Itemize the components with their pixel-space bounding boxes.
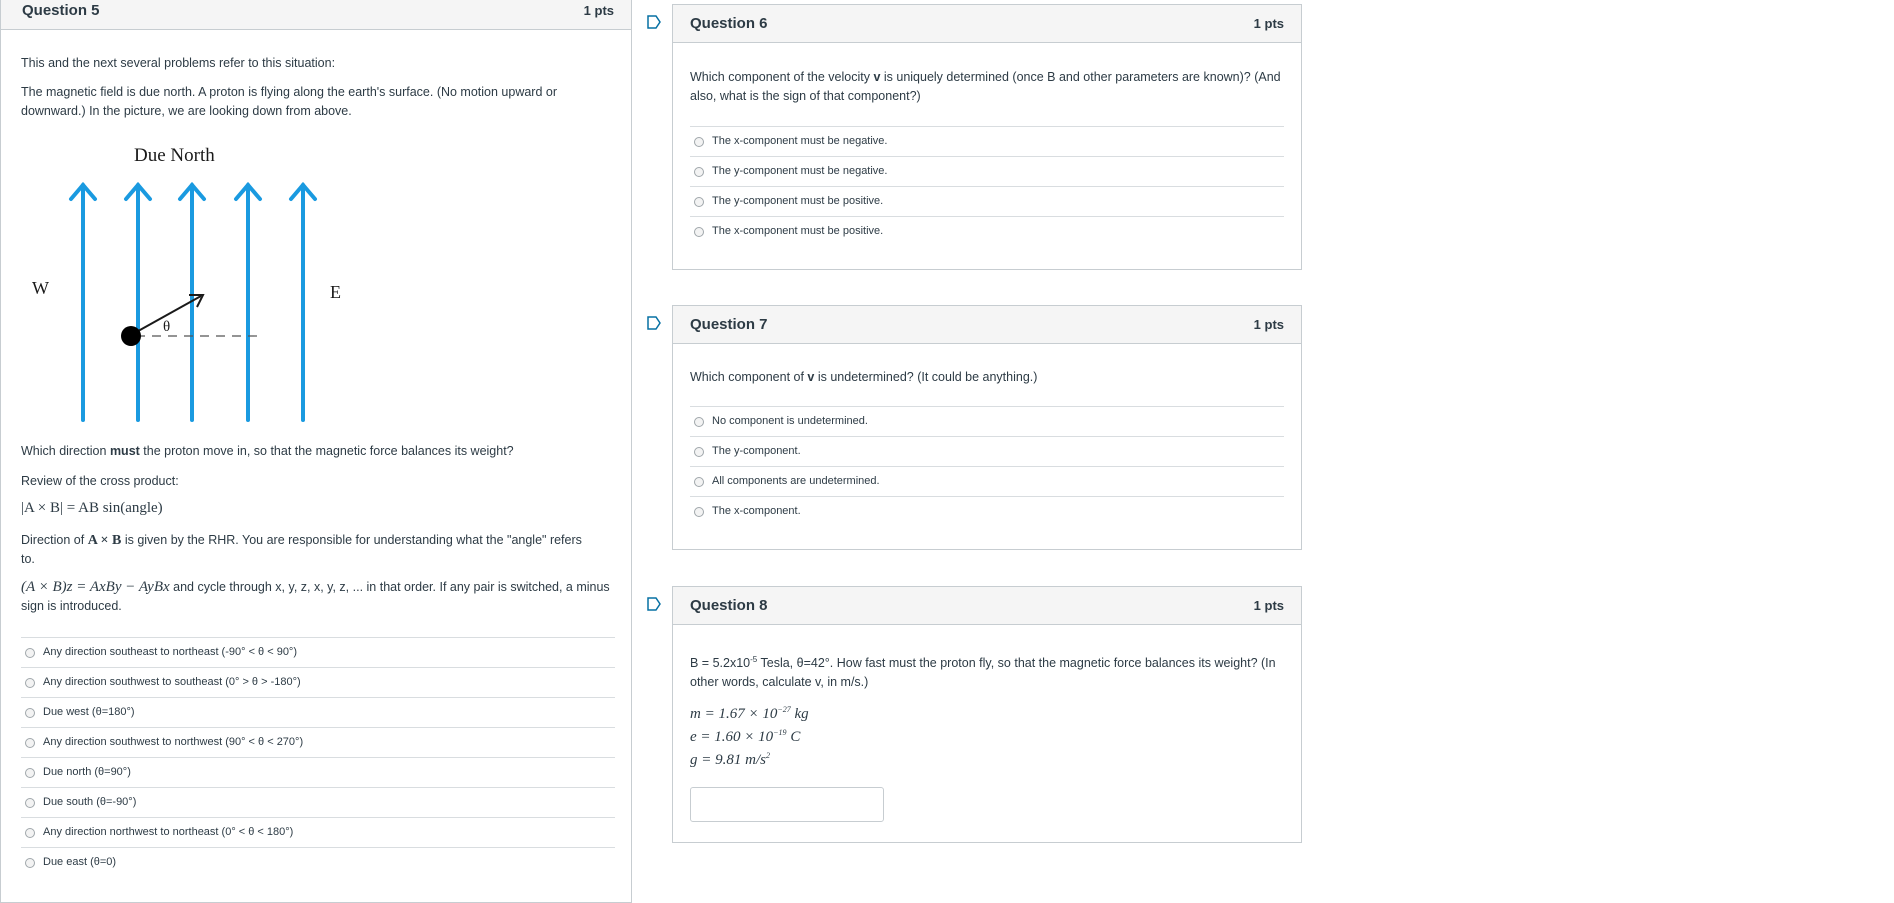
radio-button[interactable] <box>694 477 704 487</box>
question-8-header <box>673 587 1301 625</box>
radio-button[interactable] <box>694 447 704 457</box>
radio-button[interactable] <box>694 227 704 237</box>
q8-gravity-label: g = 9.81 m/s <box>690 752 766 768</box>
q7-option[interactable] <box>690 436 1284 466</box>
q5-intro: This and the next several problems refer to this situation: <box>21 56 336 70</box>
q8-b-exponent: -5 <box>750 655 758 664</box>
field-lines <box>71 185 315 420</box>
q7-options <box>690 406 1284 526</box>
q6-prompt-bold: v <box>873 70 881 84</box>
radio-button[interactable] <box>694 137 704 147</box>
q7-option-label: The x-component. <box>712 505 801 517</box>
q6-options <box>690 126 1284 246</box>
q7-prompt-pre: Which component of <box>690 370 808 384</box>
q5-situation: The magnetic field is due north. A proton is flying along the earth's surface. (No motion upward or downward.) In the picture, we are looking down from above. <box>21 85 558 118</box>
q5-option[interactable] <box>21 727 615 757</box>
q5-direction-math: A × B <box>87 533 122 548</box>
q5-question-prompt-bold: must <box>109 444 140 458</box>
question-6-card <box>672 4 1302 270</box>
q7-option-label: The y-component. <box>712 445 801 457</box>
figure-label-theta: θ <box>163 319 171 335</box>
radio-button[interactable] <box>25 708 35 718</box>
q7-option-label: All components are undetermined. <box>712 475 880 487</box>
q6-prompt-post: is uniquely determined (once B and other parameters are known)? (And also, what is the sign of that component?) <box>690 70 1281 103</box>
q5-option-label: Any direction northwest to northeast (0° < θ < 180°) <box>43 826 294 838</box>
radio-button[interactable] <box>694 417 704 427</box>
q5-review-heading: Review of the cross product: <box>21 474 179 488</box>
q8-mass-exponent: −27 <box>777 705 791 714</box>
question-5-header <box>1 0 631 30</box>
q5-question-prompt-post: the proton move in, so that the magnetic force balances its weight? <box>139 444 514 458</box>
q7-option-label: No component is undetermined. <box>712 415 868 427</box>
q7-option[interactable] <box>690 406 1284 436</box>
question-8-card <box>672 586 1302 843</box>
q5-formula-magnitude: |A × B| = AB sin(angle) <box>21 500 163 516</box>
radio-button[interactable] <box>25 738 35 748</box>
q5-option-label: Any direction southwest to northwest (90° < θ < 270°) <box>43 736 304 748</box>
q6-option[interactable] <box>690 186 1284 216</box>
figure-label-north: Due North <box>134 145 215 166</box>
q5-option[interactable] <box>21 697 615 727</box>
q5-option[interactable] <box>21 787 615 817</box>
q5-option[interactable] <box>21 637 615 667</box>
q5-option[interactable] <box>21 817 615 847</box>
q8-charge-label: e = 1.60 × 10 <box>690 729 774 745</box>
q8-charge-exponent: −19 <box>773 728 787 737</box>
q5-cycle-text: and cycle through x, y, z, x, y, z, ... in that order. If any pair is switched, a minus sign is introduced. <box>21 580 610 613</box>
question-8-points: 1 pts <box>1253 598 1284 613</box>
q6-option-label: The y-component must be positive. <box>712 195 884 207</box>
flag-question-6-icon[interactable] <box>647 15 662 29</box>
q6-option[interactable] <box>690 156 1284 186</box>
q7-prompt-bold: v <box>807 370 815 384</box>
q8-prompt-rest: Tesla, θ=42°. How fast must the proton fly, so that the magnetic force balances its weight? (In other words, calculate v, in m/s.) <box>690 656 1276 690</box>
q8-charge <box>690 723 800 747</box>
q5-option[interactable] <box>21 667 615 697</box>
radio-button[interactable] <box>694 167 704 177</box>
question-5-card <box>0 0 632 903</box>
question-8-title: Question 8 <box>690 597 768 614</box>
question-6-header <box>673 5 1301 43</box>
flag-question-8-icon[interactable] <box>647 597 662 611</box>
q5-option-label: Any direction southeast to northeast (-90° < θ < 90°) <box>43 646 297 658</box>
q8-answer-input[interactable] <box>690 787 884 822</box>
q8-gravity <box>690 746 770 770</box>
radio-button[interactable] <box>25 678 35 688</box>
q6-option-label: The y-component must be negative. <box>712 165 888 177</box>
q8-mass-unit: kg <box>790 706 809 722</box>
q6-option[interactable] <box>690 216 1284 246</box>
question-7-title: Question 7 <box>690 316 768 333</box>
radio-button[interactable] <box>25 768 35 778</box>
question-6-points: 1 pts <box>1253 16 1284 31</box>
q5-option-label: Due north (θ=90°) <box>43 766 131 778</box>
radio-button[interactable] <box>25 648 35 658</box>
q6-prompt <box>690 68 1290 106</box>
proton <box>121 326 141 346</box>
q5-option-label: Any direction southwest to southeast (0° > θ > -180°) <box>43 676 301 688</box>
q8-b-text: B = 5.2x10 <box>690 656 751 671</box>
radio-button[interactable] <box>694 507 704 517</box>
q7-prompt <box>690 368 1290 387</box>
q6-prompt-pre: Which component of the velocity <box>690 70 874 84</box>
magnetic-field-figure <box>1 135 381 425</box>
q6-option-label: The x-component must be positive. <box>712 225 884 237</box>
question-7-header <box>673 306 1301 344</box>
flag-question-7-icon[interactable] <box>647 316 662 330</box>
q7-option[interactable] <box>690 466 1284 496</box>
q5-formula-component: (A × B)z = AxBy − AyBx <box>21 579 170 595</box>
q8-charge-unit: C <box>786 729 801 745</box>
question-5-title: Question 5 <box>22 2 100 19</box>
q5-direction-post: is given by the RHR. You are responsible for understanding what the "angle" refers to. <box>21 533 582 566</box>
q5-question-prompt-pre: Which direction <box>21 444 110 458</box>
question-6-title: Question 6 <box>690 15 768 32</box>
q5-option-label: Due south (θ=-90°) <box>43 796 137 808</box>
question-7-points: 1 pts <box>1253 317 1284 332</box>
figure-label-east: E <box>330 282 341 302</box>
q5-options <box>21 637 615 877</box>
figure-label-west: W <box>32 278 49 298</box>
radio-button[interactable] <box>25 858 35 868</box>
q6-option-label: The x-component must be negative. <box>712 135 888 147</box>
radio-button[interactable] <box>25 798 35 808</box>
q6-option[interactable] <box>690 126 1284 156</box>
question-7-card <box>672 305 1302 550</box>
question-5-points: 1 pts <box>583 3 614 18</box>
q5-question-prompt <box>21 442 514 461</box>
q5-direction-pre: Direction of <box>21 533 88 547</box>
q5-cross-product-text <box>21 578 621 616</box>
q5-option[interactable] <box>21 757 615 787</box>
q5-option-label: Due west (θ=180°) <box>43 706 135 718</box>
q8-prompt <box>690 650 1280 692</box>
q5-direction-text <box>21 531 591 569</box>
q8-mass <box>690 700 809 724</box>
radio-button[interactable] <box>25 828 35 838</box>
q5-option[interactable] <box>21 847 615 877</box>
q8-gravity-exponent: 2 <box>765 751 770 760</box>
q7-option[interactable] <box>690 496 1284 526</box>
q8-mass-label: m = 1.67 × 10 <box>690 706 778 722</box>
q7-prompt-post: is undetermined? (It could be anything.) <box>814 370 1038 384</box>
q5-option-label: Due east (θ=0) <box>43 856 117 868</box>
radio-button[interactable] <box>694 197 704 207</box>
